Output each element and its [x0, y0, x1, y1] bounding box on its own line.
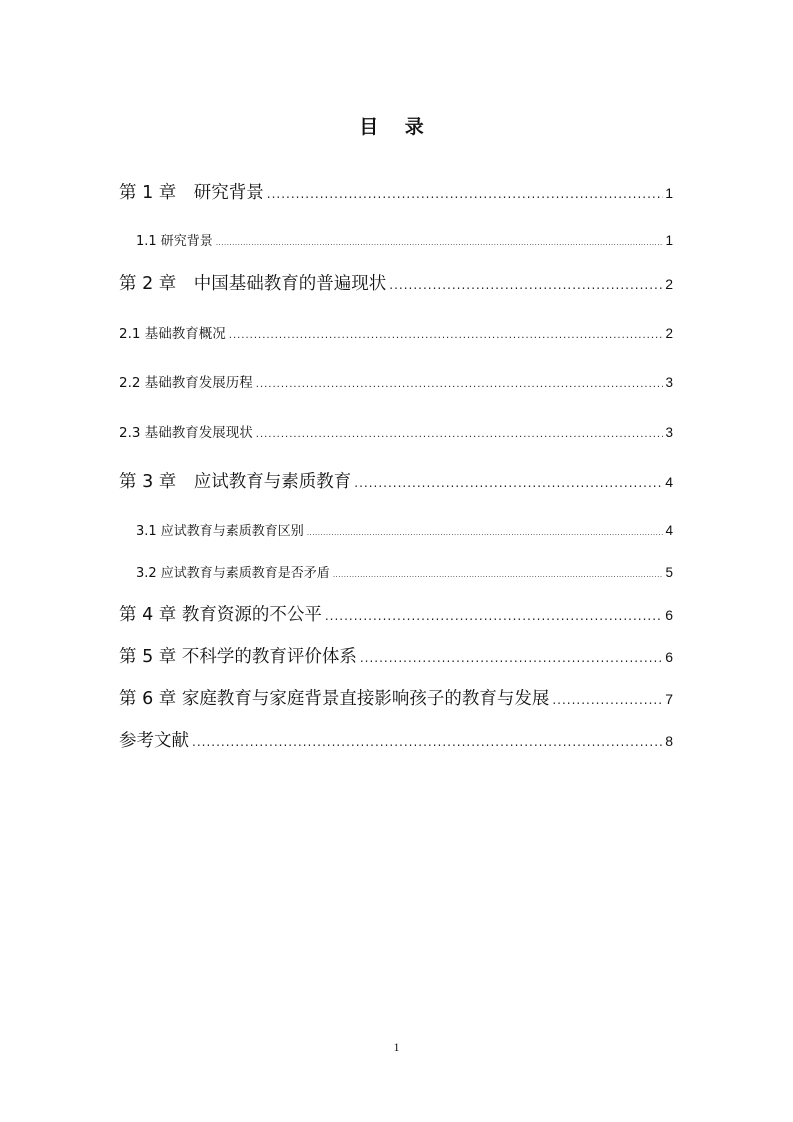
toc-entry-section-2-3[interactable] [119, 421, 673, 441]
dot-leader [333, 571, 664, 579]
toc-entry-page: 4 [665, 523, 673, 538]
toc-entry-page: 5 [665, 565, 673, 580]
toc-entry-chapter-2[interactable] [119, 270, 673, 295]
toc-entry-page: 1 [665, 233, 673, 248]
toc-entry-label: 2.3 基础教育发展现状 [119, 425, 253, 441]
toc-entry-page: 6 [665, 607, 673, 623]
toc-entry-chapter-4[interactable] [119, 601, 673, 626]
toc-entry-chapter-3[interactable] [119, 468, 673, 493]
toc-entry-section-2-2[interactable] [119, 371, 673, 391]
toc-entry-label: 参考文献 [119, 731, 189, 751]
toc-entry-page: 3 [665, 375, 673, 390]
toc-entry-chapter-6[interactable] [119, 685, 673, 710]
toc-title: 目 录 [359, 116, 434, 138]
dot-leader [192, 735, 663, 749]
toc-entry-label: 第 5 章 不科学的教育评价体系 [119, 647, 357, 667]
dot-leader [267, 187, 663, 201]
toc-entry-page: 7 [665, 691, 673, 707]
dot-leader [229, 330, 664, 341]
toc-entry-page: 8 [665, 733, 673, 749]
toc-entry-section-3-2[interactable] [136, 562, 673, 581]
toc-entry-label: 1.1 研究背景 [136, 234, 213, 249]
toc-entry-label: 第 1 章 研究背景 [119, 183, 264, 203]
dot-leader [325, 609, 663, 623]
toc-entry-page: 3 [665, 425, 673, 440]
toc-entry-page: 1 [665, 185, 673, 201]
dot-leader [354, 476, 663, 490]
toc-entry-chapter-1[interactable] [119, 179, 673, 204]
dot-leader [256, 379, 664, 390]
dot-leader [360, 651, 663, 665]
toc-entry-section-1-1[interactable] [136, 230, 673, 249]
toc-entry-page: 2 [665, 276, 673, 292]
toc-entry-label: 2.1 基础教育概况 [119, 326, 226, 342]
toc-entry-page: 2 [665, 326, 673, 341]
toc-entry-section-2-1[interactable] [119, 322, 673, 342]
toc-entry-label: 第 2 章 中国基础教育的普遍现状 [119, 274, 387, 294]
toc-entry-label: 2.2 基础教育发展历程 [119, 375, 253, 391]
toc-entry-section-3-1[interactable] [136, 520, 673, 539]
dot-leader [216, 239, 664, 247]
toc-entry-page: 6 [665, 649, 673, 665]
dot-leader [307, 529, 664, 537]
toc-entry-label: 第 4 章 教育资源的不公平 [119, 605, 322, 625]
dot-leader [389, 278, 663, 292]
toc-entry-label: 第 3 章 应试教育与素质教育 [119, 472, 352, 492]
toc-entry-label: 3.1 应试教育与素质教育区别 [136, 524, 304, 539]
page-number: 1 [393, 1040, 400, 1054]
toc-entry-chapter-5[interactable] [119, 643, 673, 668]
dot-leader [552, 693, 663, 707]
toc-entry-label: 第 6 章 家庭教育与家庭背景直接影响孩子的教育与发展 [119, 689, 550, 709]
toc-entry-references[interactable] [119, 727, 673, 752]
toc-entry-page: 4 [665, 474, 673, 490]
toc-entry-label: 3.2 应试教育与素质教育是否矛盾 [136, 566, 330, 581]
dot-leader [256, 429, 664, 440]
